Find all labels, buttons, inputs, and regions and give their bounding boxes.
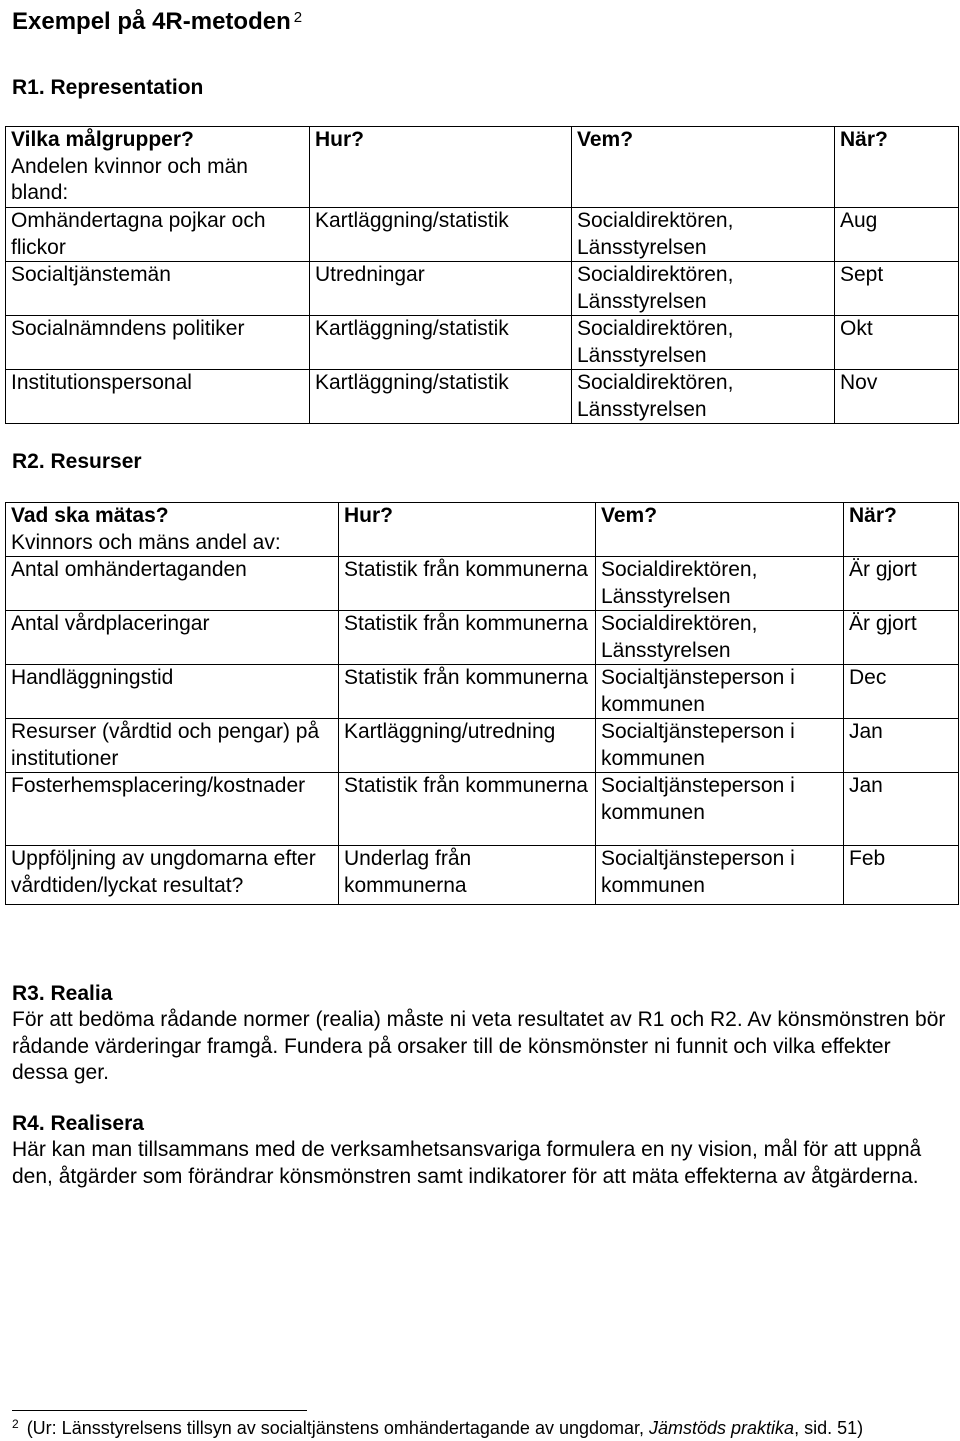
r2-cell-how: Underlag från kommunerna: [339, 846, 596, 905]
table-row: [6, 557, 959, 611]
r2-header-col1: [6, 503, 339, 557]
r1-cell-how: Kartläggning/statistik: [310, 208, 572, 262]
r2-cell-when: Feb: [844, 846, 959, 905]
footnote-italic: Jämstöds praktika: [649, 1418, 795, 1438]
r2-cell-what: Antal omhändertaganden: [6, 557, 339, 611]
table-row: [6, 316, 959, 370]
r1-cell-how: Kartläggning/statistik: [310, 370, 572, 424]
r1-cell-by: Socialdirektören, Länsstyrelsen: [572, 316, 835, 370]
r2-cell-by: Socialtjänsteperson i kommunen: [596, 846, 844, 905]
r2-header-title: Vad ska mätas?: [11, 504, 169, 527]
r2-cell-how: Kartläggning/utredning: [339, 719, 596, 773]
r4-heading: R4. Realisera: [12, 1112, 144, 1135]
table-row: [6, 846, 959, 905]
r1-header-col4: När?: [835, 127, 959, 208]
r1-cell-who: Omhändertagna pojkar och flickor: [6, 208, 310, 262]
r2-cell-by: Socialdirektören, Länsstyrelsen: [596, 611, 844, 665]
r2-cell-when: Jan: [844, 719, 959, 773]
r2-cell-what: Antal vårdplaceringar: [6, 611, 339, 665]
r1-heading: R1. Representation: [12, 76, 204, 99]
r2-cell-by: Socialtjänsteperson i kommunen: [596, 719, 844, 773]
r1-cell-how: Kartläggning/statistik: [310, 316, 572, 370]
r1-cell-when: Nov: [835, 370, 959, 424]
table-row: [6, 208, 959, 262]
table-row: [6, 719, 959, 773]
r2-cell-what: Fosterhemsplacering/kostnader: [6, 773, 339, 846]
r1-header-col1: [6, 127, 310, 208]
title-footnote-ref: 2: [293, 9, 303, 26]
r4-paragraph: Här kan man tillsammans med de verksamhetsansvariga formulera en ny vision, mål för att uppnå den, åtgärder som förändrar könsmönstren samt indikatorer för att mäta effekterna av åtgärderna.: [12, 1138, 922, 1188]
r1-cell-who: Institutionspersonal: [6, 370, 310, 424]
r2-cell-what: Uppföljning av ungdomarna efter vårdtiden/lyckat resultat?: [6, 846, 339, 905]
footnote-text-end: , sid. 51): [794, 1418, 864, 1438]
r1-cell-how: Utredningar: [310, 262, 572, 316]
r2-header-col2: Hur?: [339, 503, 596, 557]
r2-cell-how: Statistik från kommunerna: [339, 665, 596, 719]
r2-cell-what: Handläggningstid: [6, 665, 339, 719]
r2-cell-how: Statistik från kommunerna: [339, 773, 596, 846]
r2-cell-when: Är gjort: [844, 557, 959, 611]
page-title: [12, 2, 302, 42]
r2-cell-what: Resurser (vårdtid och pengar) på institutioner: [6, 719, 339, 773]
r2-cell-how: Statistik från kommunerna: [339, 611, 596, 665]
footnote-text: (Ur: Länsstyrelsens tillsyn av socialtjänstens omhändertagande av ungdomar,: [26, 1418, 650, 1438]
r3-heading: R3. Realia: [12, 982, 113, 1005]
r2-cell-when: Jan: [844, 773, 959, 846]
table-row: [6, 773, 959, 846]
r1-cell-when: Sept: [835, 262, 959, 316]
r2-header-col4: När?: [844, 503, 959, 557]
r2-table: [5, 502, 959, 905]
r1-cell-when: Okt: [835, 316, 959, 370]
r1-header-col3: Vem?: [572, 127, 835, 208]
r2-cell-when: Dec: [844, 665, 959, 719]
title-text: Exempel på 4R-metoden: [12, 8, 291, 35]
r2-cell-when: Är gjort: [844, 611, 959, 665]
table-row: [6, 370, 959, 424]
r1-cell-by: Socialdirektören, Länsstyrelsen: [572, 208, 835, 262]
table-row: [6, 262, 959, 316]
r2-header-col3: Vem?: [596, 503, 844, 557]
r1-header-title: Vilka målgrupper?: [11, 128, 194, 151]
r2-heading: R2. Resurser: [12, 450, 142, 473]
r1-cell-who: Socialtjänstemän: [6, 262, 310, 316]
r1-header-subtitle: Andelen kvinnor och män bland:: [11, 154, 248, 204]
table-row: [6, 665, 959, 719]
footnote-divider: [12, 1410, 307, 1411]
r1-table: [5, 126, 959, 424]
r2-cell-by: Socialdirektören, Länsstyrelsen: [596, 557, 844, 611]
r2-header-subtitle: Kvinnors och mäns andel av:: [11, 530, 281, 554]
footnote-number: 2: [12, 1417, 19, 1431]
footnote: [12, 1415, 863, 1441]
r1-cell-when: Aug: [835, 208, 959, 262]
r2-cell-by: Socialtjänsteperson i kommunen: [596, 665, 844, 719]
r1-header-col2: Hur?: [310, 127, 572, 208]
r1-cell-by: Socialdirektören, Länsstyrelsen: [572, 370, 835, 424]
r2-cell-by: Socialtjänsteperson i kommunen: [596, 773, 844, 846]
r1-cell-by: Socialdirektören, Länsstyrelsen: [572, 262, 835, 316]
r3-paragraph: För att bedöma rådande normer (realia) måste ni veta resultatet av R1 och R2. Av könsmönstren bör rådande värderingar framgå. Fundera på orsaker till de könsmönster ni funnit och vilka effekter dessa ger.: [12, 1008, 946, 1084]
r1-cell-who: Socialnämndens politiker: [6, 316, 310, 370]
r2-cell-how: Statistik från kommunerna: [339, 557, 596, 611]
r2-header-row: [6, 503, 959, 557]
r1-header-row: [6, 127, 959, 208]
table-row: [6, 611, 959, 665]
